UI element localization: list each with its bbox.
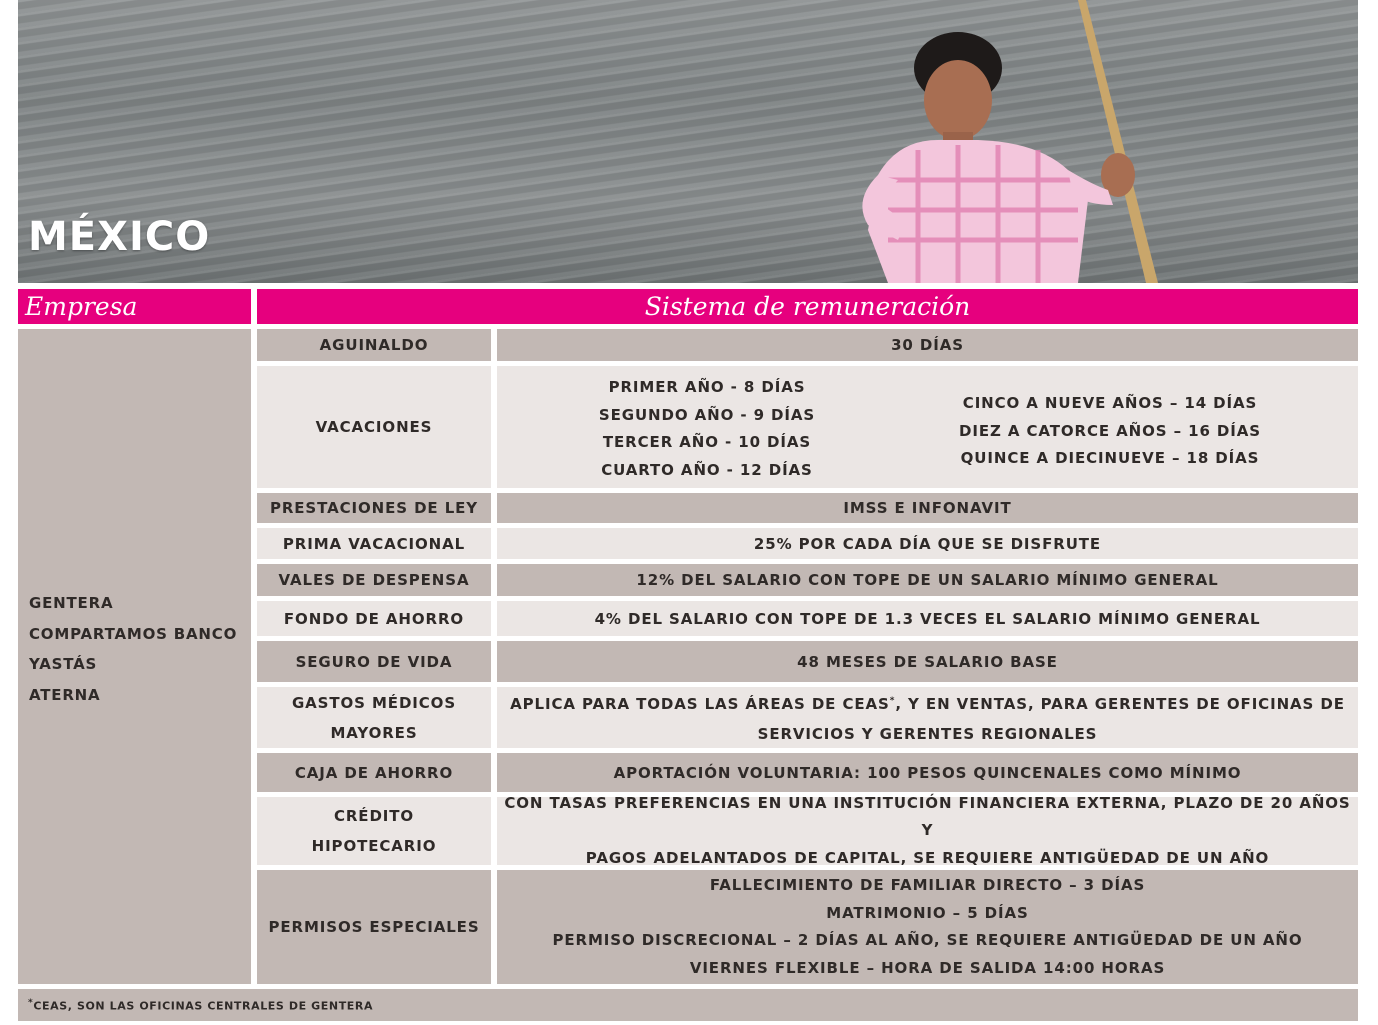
label-line: CRÉDITO: [333, 807, 415, 825]
value-vales-despensa: 12% DEL SALARIO CON TOPE DE UN SALARIO MÍNIMO GENERAL: [497, 564, 1358, 596]
label-line: GASTOS MÉDICOS: [291, 693, 457, 712]
value-aguinaldo: 30 DÍAS: [497, 329, 1358, 361]
value-line: FALLECIMIENTO DE FAMILIAR DIRECTO – 3 DÍAS: [709, 876, 1146, 894]
country-title: MÉXICO: [28, 214, 211, 260]
company-item: GENTERA: [29, 594, 114, 612]
vacaciones-line: PRIMER AÑO - 8 DÍAS: [608, 378, 806, 396]
value-caja-ahorro: APORTACIÓN VOLUNTARIA: 100 PESOS QUINCENALES COMO MÍNIMO: [497, 753, 1358, 792]
value-line: PAGOS ADELANTADOS DE CAPITAL, SE REQUIERE ANTIGÜEDAD DE UN AÑO: [585, 848, 1270, 867]
label-fondo-ahorro: FONDO DE AHORRO: [257, 601, 491, 636]
header-empresa: Empresa: [18, 289, 251, 324]
value-prima-vacacional: 25% POR CADA DÍA QUE SE DISFRUTE: [497, 528, 1358, 559]
label-seguro-vida: SEGURO DE VIDA: [257, 641, 491, 682]
label-prima-vacacional: PRIMA VACACIONAL: [257, 528, 491, 559]
company-list: [29, 588, 237, 710]
value-text: , Y EN VENTAS, PARA GERENTES DE OFICINAS DE: [895, 695, 1345, 713]
company-item: YASTÁS: [29, 655, 98, 673]
header-sistema-remuneracion: Sistema de remuneración: [257, 289, 1358, 324]
label-credito-hipotecario: [257, 797, 491, 865]
value-fondo-ahorro: 4% DEL SALARIO CON TOPE DE 1.3 VECES EL SALARIO MÍNIMO GENERAL: [497, 601, 1358, 636]
vacaciones-line: DIEZ A CATORCE AÑOS – 16 DÍAS: [959, 421, 1261, 440]
footnote: [28, 998, 373, 1013]
footnote-bar: [18, 989, 1358, 1021]
woman-rowing-photo: [828, 0, 1188, 283]
value-line: [510, 686, 1345, 719]
footnote-text: CEAS, SON LAS OFICINAS CENTRALES DE GENTERA: [33, 999, 374, 1013]
vacaciones-line: QUINCE A DIECINUEVE – 18 DÍAS: [960, 449, 1260, 467]
label-line: HIPOTECARIO: [311, 837, 437, 855]
label-permisos-especiales: PERMISOS ESPECIALES: [257, 870, 491, 984]
label-aguinaldo: AGUINALDO: [257, 329, 491, 361]
vacaciones-line: CUARTO AÑO - 12 DÍAS: [601, 460, 813, 479]
vacaciones-line: TERCER AÑO - 10 DÍAS: [602, 433, 812, 451]
value-text: APLICA PARA TODAS LAS ÁREAS DE CEAS: [510, 695, 890, 713]
vacaciones-first-years: [557, 374, 857, 484]
value-seguro-vida: 48 MESES DE SALARIO BASE: [497, 641, 1358, 682]
label-line: MAYORES: [330, 723, 418, 742]
label-gastos-medicos: [257, 687, 491, 748]
footnote-mark: *: [28, 998, 34, 1008]
company-cell: [18, 329, 251, 984]
value-vacaciones: [497, 366, 1358, 488]
vacaciones-later-years: [917, 390, 1303, 473]
footnote-mark: *: [889, 696, 896, 706]
value-line: CON TASAS PREFERENCIAS EN UNA INSTITUCIÓN FINANCIERA EXTERNA, PLAZO DE 20 AÑOS Y: [504, 793, 1351, 840]
value-line: PERMISO DISCRECIONAL – 2 DÍAS AL AÑO, SE REQUIERE ANTIGÜEDAD DE UN AÑO: [552, 931, 1303, 949]
vacaciones-line: CINCO A NUEVE AÑOS – 14 DÍAS: [962, 394, 1258, 412]
value-permisos-especiales: [497, 870, 1358, 984]
label-caja-ahorro: CAJA DE AHORRO: [257, 753, 491, 792]
label-prestaciones: PRESTACIONES DE LEY: [257, 493, 491, 523]
value-gastos-medicos: [497, 687, 1358, 748]
company-item: ATERNA: [29, 685, 101, 704]
vacaciones-line: SEGUNDO AÑO - 9 DÍAS: [598, 405, 816, 424]
label-vales-despensa: VALES DE DESPENSA: [257, 564, 491, 596]
value-prestaciones: IMSS E INFONAVIT: [497, 493, 1358, 523]
value-line: MATRIMONIO – 5 DÍAS: [826, 903, 1029, 922]
hero-photo-banner: [18, 0, 1358, 283]
label-vacaciones: VACACIONES: [257, 366, 491, 488]
value-line: VIERNES FLEXIBLE – HORA DE SALIDA 14:00 HORAS: [689, 958, 1166, 977]
company-item: COMPARTAMOS BANCO: [29, 624, 238, 643]
value-line: SERVICIOS Y GERENTES REGIONALES: [757, 725, 1098, 743]
value-credito-hipotecario: [497, 793, 1358, 867]
